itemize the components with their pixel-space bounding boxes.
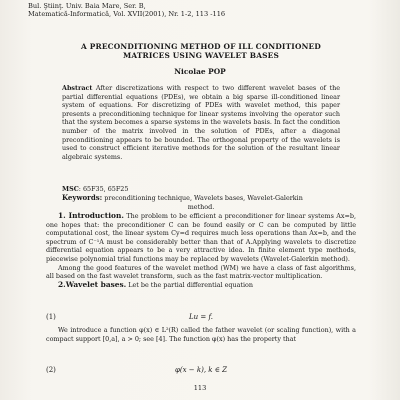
journal-header: [28, 2, 225, 19]
introduction-text: The problem to be efficient a preconditioner for linear systems Ax=b, one hopes that: the preconditioner C can be found easily or C can be computed by little computational cost, the linear system Cy=d requires much less operations than Ax=b, and the spectrum of C⁻¹A must be considerably better than that of A.Applying wavelets to discretize differential equation appears to be a very attractive idea. In finite element type methods, piecewise polynomial trial functions may be replaced by wavelets (Wavelet-Galerkin method).: [46, 212, 356, 263]
equation-1-expression: Lu = f.: [188, 313, 214, 321]
equation-2-number: (2): [46, 366, 56, 374]
scaling-function-paragraph: [46, 326, 356, 343]
wavelet-bases-text: Let be the partial differential equation: [126, 280, 254, 289]
wavelet-bases-heading: 2.Wavelet bases.: [58, 279, 127, 289]
equation-2-expression: φ(x − k), k ∈ Z: [174, 366, 228, 374]
paper-title-line1: A PRECONDITIONING METHOD OF ILL CONDITIONED: [81, 42, 321, 51]
paper-title: [40, 42, 362, 61]
introduction-paragraph-2: Among the good features of the wavelet method (WM) we have a class of fast algorithms, all based on the fast wavelet transform, such as the fast matrix-vector multiplication.: [46, 263, 356, 281]
equation-1-number: (1): [46, 313, 56, 321]
paper-title-line2: MATRICES USING WAVELET BASES: [122, 51, 280, 61]
keywords-continuation: method.: [187, 202, 215, 211]
abstract-text: After discretizations with respect to two different wavelet bases of the partial differential equations (PDEs), we obtain a big sparse ill-conditioned linear system of equations. For discretizing of PDEs with wavelet method, this paper presents a preconditioning technique for linear systems involving the operator such that the system becomes a sparse systems in the wavelets basis. In fact the condition number of the matrix involved in the solution of PDEs, after a diagonal preconditioning appears to be bounded. The orthogonal property of the wavelets is used to construct efficient iterative methods for the solution of the resultant linear algebraic systems.: [62, 84, 340, 161]
msc-classification: [62, 185, 340, 194]
abstract: [62, 84, 340, 161]
introduction-section: [46, 212, 356, 289]
keywords-text: preconditioning technique, Wavelets bases, Wavelet-Galerkin: [102, 194, 303, 202]
page-number: 113: [193, 384, 207, 392]
keywords-label: Keywords:: [62, 193, 103, 202]
author-name: Nicolae POP: [174, 67, 226, 76]
introduction-heading: 1. Introduction.: [58, 211, 124, 220]
msc-codes: : 65F35, 65F25: [78, 185, 129, 193]
journal-header-line2: Matematică-Informatică, Vol. XVII(2001), Nr. 1-2, 113 -116: [28, 10, 226, 19]
keywords: [62, 194, 340, 211]
msc-label: MSC: [62, 185, 79, 193]
journal-header-line1: Bul. Ştiinţ. Univ. Baia Mare, Ser. B,: [28, 2, 146, 10]
abstract-label: Abstract: [62, 84, 93, 92]
scaling-function-text: We introduce a function φ(x) ∈ L²(R) called the father wavelet (or scaling function), with a compact support [0,a], a > 0; see [4]. The function φ(x) has the property that: [46, 326, 356, 343]
